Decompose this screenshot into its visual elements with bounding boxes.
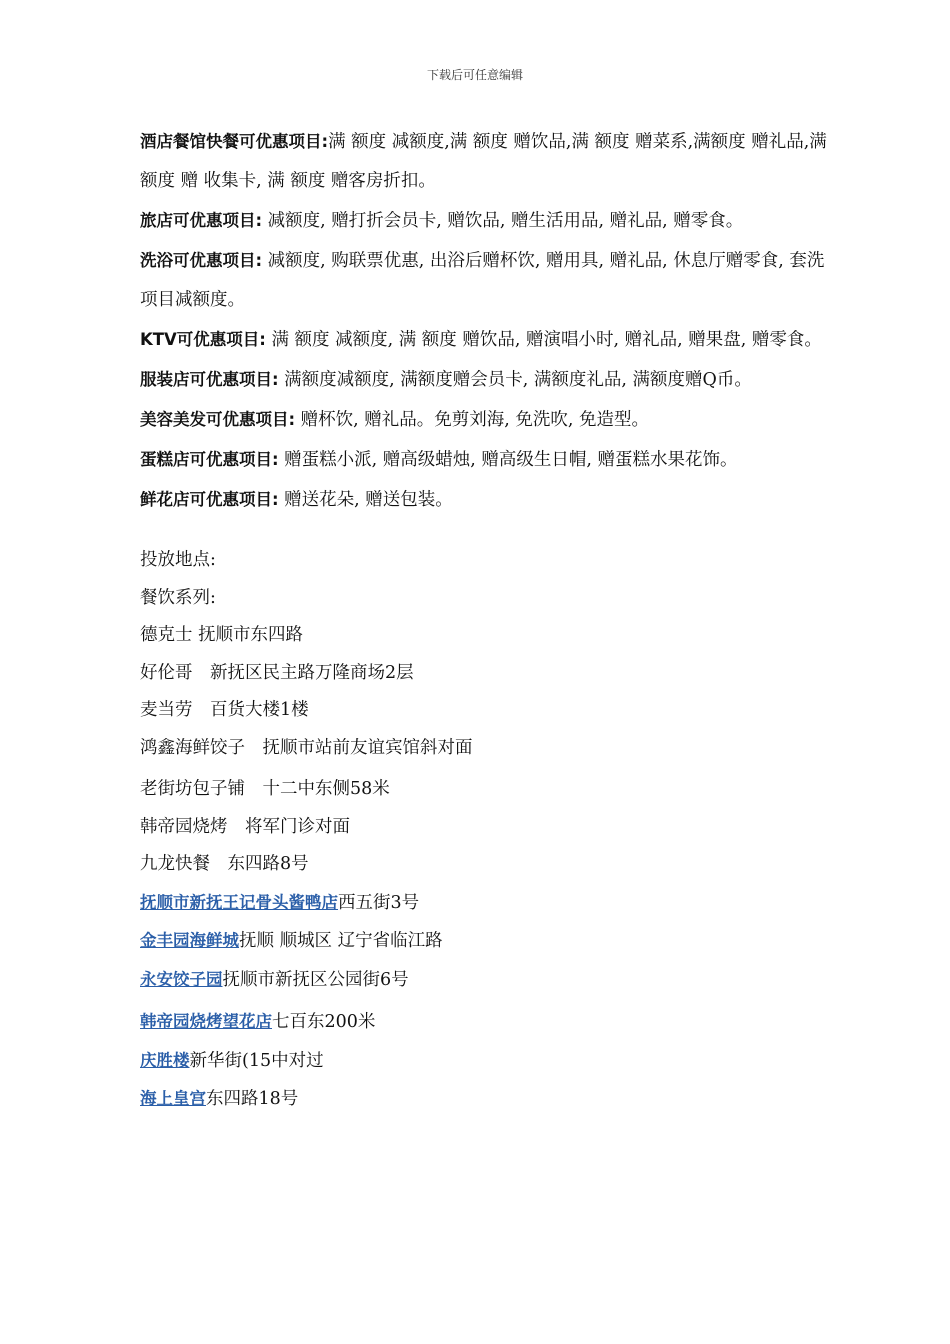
location-item: 德克士 抚顺市东四路: [140, 625, 304, 645]
document-body: [140, 122, 830, 1119]
location-item: 老街坊包子铺 十二中东侧58米: [140, 779, 390, 799]
promo-text: 减额度, 购联票优惠, 出浴后赠杯饮, 赠用具, 赠礼品, 休息厅赠零食, 套洗项目减额度。: [140, 251, 825, 310]
location-address: 抚顺 顺城区 辽宁省临江路: [239, 931, 443, 951]
location-item-linked: [140, 961, 830, 1000]
location-link[interactable]: 庆胜楼: [140, 1050, 190, 1070]
promo-label: 酒店餐馆快餐可优惠项目:: [140, 132, 329, 151]
location-item: 韩帝园烧烤 将军门诊对面: [140, 816, 350, 837]
promo-list: [140, 122, 830, 520]
locations-section: [140, 542, 830, 1119]
location-link[interactable]: 海上皇宫: [140, 1089, 206, 1108]
promo-text: 赠送花朵, 赠送包装。: [278, 490, 453, 510]
location-item: 好伦哥 新抚区民主路万隆商场2层: [140, 662, 414, 683]
promo-label: 美容美发可优惠项目:: [140, 410, 296, 429]
location-link[interactable]: 金丰园海鲜城: [140, 931, 239, 950]
location-address: 七百东200米: [272, 1012, 376, 1032]
locations-heading: 投放地点:: [140, 550, 216, 570]
promo-item-hotel-restaurant: [140, 122, 830, 201]
promo-text: 赠蛋糕小派, 赠高级蜡烛, 赠高级生日帽, 赠蛋糕水果花饰。: [278, 450, 738, 470]
location-address: 东四路18号: [206, 1089, 299, 1109]
promo-label: 鲜花店可优惠项目:: [140, 490, 279, 509]
location-link[interactable]: 韩帝园烧烤望花店: [140, 1012, 272, 1031]
promo-item-flower: [140, 480, 830, 520]
promo-text: 赠杯饮, 赠礼品。免剪刘海, 免洗吹, 免造型。: [295, 410, 650, 430]
promo-text: 满 额度 减额度,满 额度 赠饮品,满 额度 赠菜系,满额度 赠礼品,满 额度 赠 收集卡, 满 额度 赠客房折扣。: [140, 132, 827, 191]
promo-item-beauty: [140, 400, 830, 440]
promo-item-inn: [140, 201, 830, 241]
location-item: 鸿鑫海鲜饺子 抚顺市站前友谊宾馆斜对面: [140, 737, 473, 758]
location-link[interactable]: 永安饺子园: [140, 969, 223, 989]
location-item-linked: [140, 1042, 830, 1081]
location-item-linked: [140, 1003, 830, 1042]
location-link[interactable]: 抚顺市新抚王记骨头酱鸭店: [140, 892, 338, 912]
location-item: 九龙快餐 东四路8号: [140, 854, 309, 874]
location-item-linked: [140, 922, 830, 961]
promo-item-clothing: [140, 360, 830, 400]
promo-text: 满 额度 减额度, 满 额度 赠饮品, 赠演唱小时, 赠礼品, 赠果盘, 赠零食。: [265, 330, 822, 350]
promo-text: 减额度, 赠打折会员卡, 赠饮品, 赠生活用品, 赠礼品, 赠零食。: [262, 211, 744, 231]
location-address: 新华街(15中对过: [189, 1050, 324, 1071]
location-item-linked: [140, 1080, 830, 1119]
promo-item-ktv: [140, 320, 830, 360]
location-address: 抚顺市新抚区公园街6号: [222, 969, 409, 990]
promo-label: KTV可优惠项目:: [140, 330, 266, 349]
promo-label: 旅店可优惠项目:: [140, 211, 263, 230]
promo-item-cake: [140, 440, 830, 480]
promo-label: 服装店可优惠项目:: [140, 370, 279, 389]
location-address: 西五街3号: [338, 892, 420, 913]
location-item: 麦当劳 百货大楼1楼: [140, 700, 309, 720]
locations-category: 餐饮系列:: [140, 587, 216, 608]
promo-label: 蛋糕店可优惠项目:: [140, 450, 279, 469]
location-item-linked: [140, 884, 830, 923]
promo-label: 洗浴可优惠项目:: [140, 251, 263, 270]
promo-item-bath: [140, 241, 830, 320]
page-header: 下载后可任意编辑: [426, 68, 523, 82]
promo-text: 满额度减额度, 满额度赠会员卡, 满额度礼品, 满额度赠Q币。: [278, 370, 752, 390]
